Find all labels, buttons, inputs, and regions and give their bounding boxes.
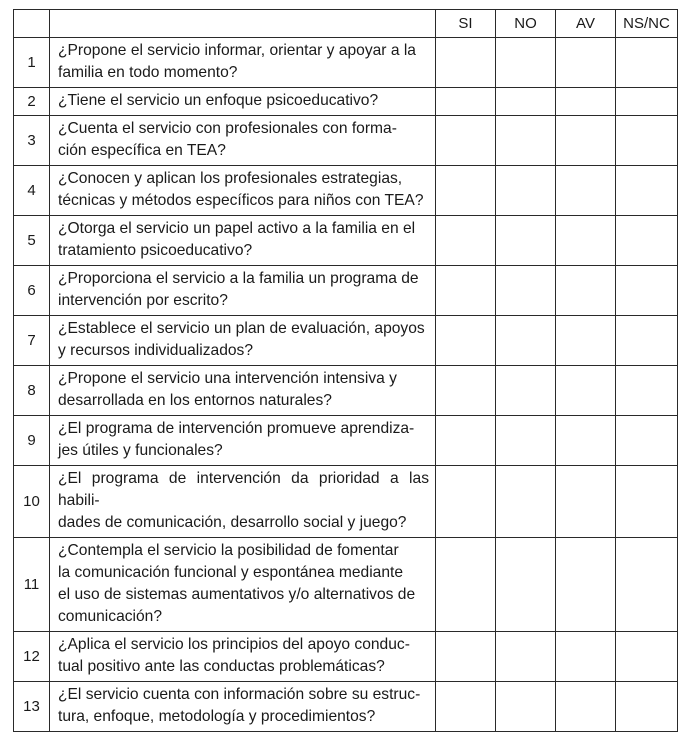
question-number: 6 [14, 266, 50, 316]
answer-no-cell[interactable] [496, 416, 556, 466]
question-row [14, 316, 678, 366]
answer-nsnc-cell[interactable] [616, 166, 678, 216]
answer-nsnc-cell[interactable] [616, 38, 678, 88]
question-text: ¿Propone el servicio una intervención intensiva y desarrollada en los entornos naturales? [50, 366, 436, 416]
answer-si-cell[interactable] [436, 682, 496, 732]
header-question-cell [50, 10, 436, 38]
answer-no-cell[interactable] [496, 266, 556, 316]
answer-av-cell[interactable] [556, 538, 616, 632]
answer-nsnc-cell[interactable] [616, 466, 678, 538]
answer-av-cell[interactable] [556, 316, 616, 366]
answer-si-cell[interactable] [436, 38, 496, 88]
question-row [14, 632, 678, 682]
answer-nsnc-cell[interactable] [616, 682, 678, 732]
question-number: 2 [14, 88, 50, 116]
question-row [14, 466, 678, 538]
answer-si-cell[interactable] [436, 538, 496, 632]
answer-av-cell[interactable] [556, 466, 616, 538]
header-no: NO [496, 10, 556, 38]
answer-si-cell[interactable] [436, 216, 496, 266]
answer-av-cell[interactable] [556, 38, 616, 88]
question-number: 10 [14, 466, 50, 538]
questionnaire-sheet [13, 9, 678, 732]
question-number: 5 [14, 216, 50, 266]
question-row [14, 538, 678, 632]
question-text: ¿Establece el servicio un plan de evaluación, apoyos y recursos individualizados? [50, 316, 436, 366]
question-number: 12 [14, 632, 50, 682]
question-number: 13 [14, 682, 50, 732]
answer-si-cell[interactable] [436, 88, 496, 116]
answer-nsnc-cell[interactable] [616, 632, 678, 682]
header-row [14, 10, 678, 38]
question-text: ¿El programa de intervención da prioridad a las habili- dades de comunicación, desarrollo social y juego? [50, 466, 436, 538]
answer-si-cell[interactable] [436, 166, 496, 216]
answer-av-cell[interactable] [556, 216, 616, 266]
question-text: ¿Propone el servicio informar, orientar y apoyar a la familia en todo momento? [50, 38, 436, 88]
question-number: 7 [14, 316, 50, 366]
question-row [14, 116, 678, 166]
answer-av-cell[interactable] [556, 166, 616, 216]
question-text: ¿Aplica el servicio los principios del apoyo conduc- tual positivo ante las conductas problemáticas? [50, 632, 436, 682]
answer-nsnc-cell[interactable] [616, 316, 678, 366]
question-row [14, 682, 678, 732]
answer-no-cell[interactable] [496, 88, 556, 116]
question-text: ¿El servicio cuenta con información sobre su estruc- tura, enfoque, metodología y procedimientos? [50, 682, 436, 732]
header-number-cell [14, 10, 50, 38]
question-text: ¿Contempla el servicio la posibilidad de fomentar la comunicación funcional y espontánea mediante el uso de sistemas aumentativos y/o alternativos de comunicación? [50, 538, 436, 632]
answer-nsnc-cell[interactable] [616, 366, 678, 416]
question-number: 11 [14, 538, 50, 632]
question-row [14, 366, 678, 416]
answer-no-cell[interactable] [496, 316, 556, 366]
questionnaire-table [13, 9, 678, 732]
answer-nsnc-cell[interactable] [616, 416, 678, 466]
answer-nsnc-cell[interactable] [616, 88, 678, 116]
answer-av-cell[interactable] [556, 682, 616, 732]
question-number: 8 [14, 366, 50, 416]
question-number: 9 [14, 416, 50, 466]
answer-no-cell[interactable] [496, 538, 556, 632]
question-number: 4 [14, 166, 50, 216]
answer-si-cell[interactable] [436, 116, 496, 166]
question-row [14, 166, 678, 216]
question-text: ¿Tiene el servicio un enfoque psicoeducativo? [50, 88, 436, 116]
answer-no-cell[interactable] [496, 632, 556, 682]
answer-si-cell[interactable] [436, 366, 496, 416]
answer-si-cell[interactable] [436, 416, 496, 466]
answer-av-cell[interactable] [556, 266, 616, 316]
answer-no-cell[interactable] [496, 682, 556, 732]
question-text: ¿Proporciona el servicio a la familia un programa de intervención por escrito? [50, 266, 436, 316]
answer-av-cell[interactable] [556, 366, 616, 416]
answer-si-cell[interactable] [436, 316, 496, 366]
answer-av-cell[interactable] [556, 416, 616, 466]
answer-no-cell[interactable] [496, 216, 556, 266]
header-nsnc: NS/NC [616, 10, 678, 38]
answer-no-cell[interactable] [496, 166, 556, 216]
question-row [14, 416, 678, 466]
question-number: 3 [14, 116, 50, 166]
question-row [14, 266, 678, 316]
header-av: AV [556, 10, 616, 38]
answer-nsnc-cell[interactable] [616, 116, 678, 166]
answer-no-cell[interactable] [496, 366, 556, 416]
question-text: ¿Cuenta el servicio con profesionales con forma- ción específica en TEA? [50, 116, 436, 166]
answer-si-cell[interactable] [436, 266, 496, 316]
answer-nsnc-cell[interactable] [616, 266, 678, 316]
answer-si-cell[interactable] [436, 466, 496, 538]
answer-nsnc-cell[interactable] [616, 538, 678, 632]
question-row [14, 38, 678, 88]
header-si: SI [436, 10, 496, 38]
answer-no-cell[interactable] [496, 38, 556, 88]
question-text: ¿El programa de intervención promueve aprendiza- jes útiles y funcionales? [50, 416, 436, 466]
answer-si-cell[interactable] [436, 632, 496, 682]
answer-av-cell[interactable] [556, 632, 616, 682]
question-text: ¿Otorga el servicio un papel activo a la familia en el tratamiento psicoeducativo? [50, 216, 436, 266]
question-text: ¿Conocen y aplican los profesionales estrategias, técnicas y métodos específicos para niños con TEA? [50, 166, 436, 216]
question-number: 1 [14, 38, 50, 88]
question-row [14, 216, 678, 266]
answer-no-cell[interactable] [496, 466, 556, 538]
answer-nsnc-cell[interactable] [616, 216, 678, 266]
answer-av-cell[interactable] [556, 116, 616, 166]
answer-av-cell[interactable] [556, 88, 616, 116]
answer-no-cell[interactable] [496, 116, 556, 166]
question-row [14, 88, 678, 116]
